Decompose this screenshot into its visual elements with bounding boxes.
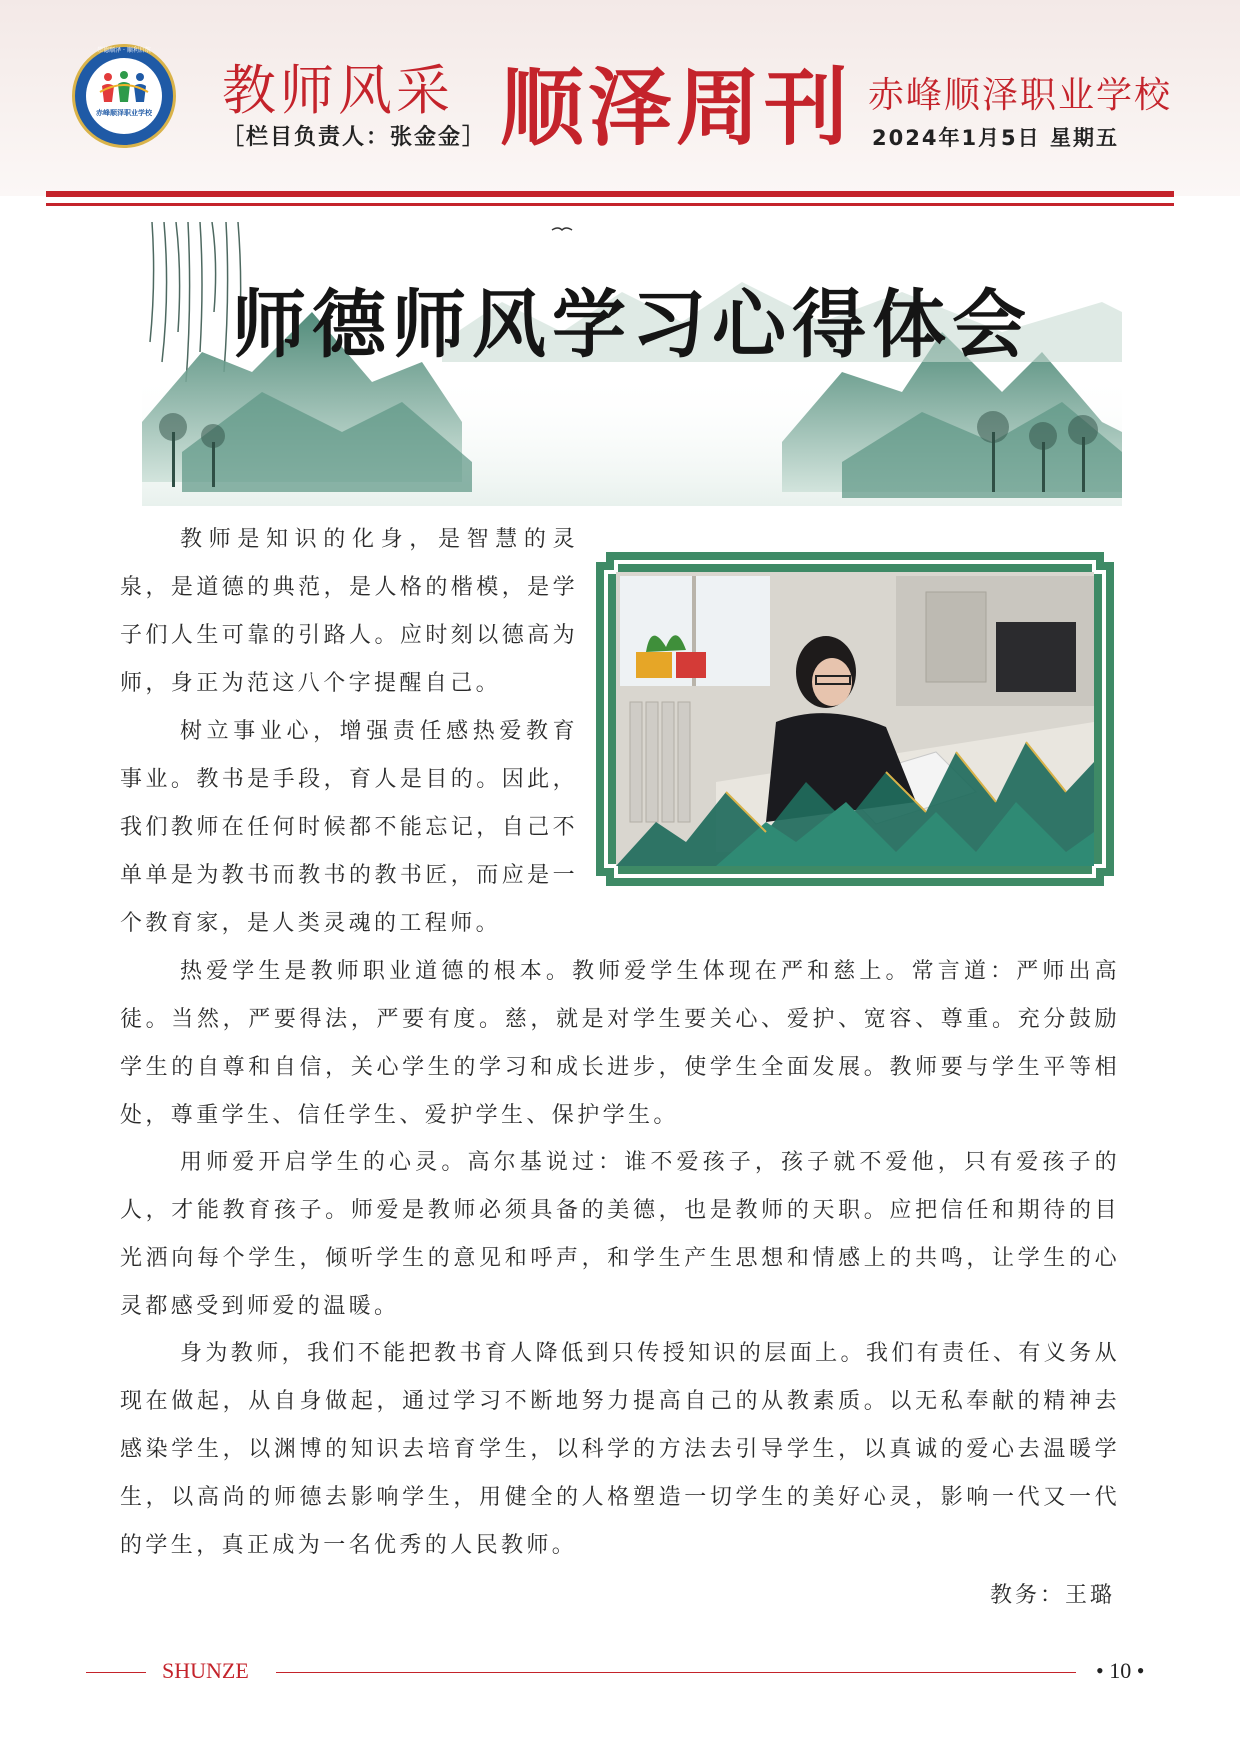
footer-rule-left (86, 1672, 146, 1673)
logo-school-name: 赤峰顺泽职业学校 (96, 110, 152, 117)
page-header (0, 0, 1240, 196)
footer-brand: SHUNZE (162, 1658, 249, 1683)
school-logo (72, 44, 176, 148)
magazine-title: 顺泽周刊 (500, 59, 853, 157)
column-editor: ［栏目负责人：张金金］ (222, 125, 487, 150)
teacher-photo-frame (596, 552, 1114, 886)
page-number: • 10 • (1096, 1658, 1145, 1683)
article-paragraph-1: 教师是知识的化身，是智慧的灵泉，是道德的典范，是人格的楷模，是学子们人生可靠的引路人。应时刻以德高为师，身正为范这八个字提醒自己。 (120, 527, 578, 696)
logo-motto: 崇德顺泽 · 顺利启航 (97, 47, 151, 54)
people-emblem-icon (98, 70, 150, 106)
issue-date: 2024年1月5日 星期五 (872, 126, 1119, 150)
school-name: 赤峰顺泽职业学校 (868, 75, 1173, 116)
header-rule-thin (46, 203, 1174, 206)
article-paragraph-4: 用师爱开启学生的心灵。高尔基说过：谁不爱孩子，孩子就不爱他，只有爱孩子的人，才能教育孩子。师爱是教师必须具备的美德，也是教师的天职。应把信任和期待的目光洒向每个学生，倾听学生的意见和呼声，和学生产生思想和情感上的共鸣，让学生的心灵都感受到师爱的温暖。 (120, 1150, 1120, 1319)
column-name: 教师风采 (222, 59, 454, 122)
article-author: 教务：王璐 (990, 1583, 1116, 1608)
article-paragraph-3: 热爱学生是教师职业道德的根本。教师爱学生体现在严和慈上。常言道：严师出高徒。当然，严要得法，严要有度。慈，就是对学生要关心、爱护、宽容、尊重。充分鼓励学生的自尊和自信，关心学生的学习和成长进步，使学生全面发展。教师要与学生平等相处，尊重学生、信任学生、爱护学生、保护学生。 (120, 959, 1120, 1128)
footer-rule-right (276, 1672, 1076, 1673)
ink-landscape-banner (142, 222, 1122, 506)
banner-title: 师德师风学习心得体会 (232, 282, 1032, 368)
article-paragraph-5: 身为教师，我们不能把教书育人降低到只传授知识的层面上。我们有责任、有义务从现在做起，从自身做起，通过学习不断地努力提高自己的从教素质。以无私奉献的精神去感染学生，以渊博的知识去培育学生，以科学的方法去引导学生，以真诚的爱心去温暖学生，以高尚的师德去影响学生，用健全的人格塑造一切学生的美好心灵，影响一代又一代的学生，真正成为一名优秀的人民教师。 (120, 1341, 1120, 1558)
teacher-photo (596, 552, 1114, 886)
header-rule-thick (46, 191, 1174, 197)
article-paragraph-2: 树立事业心，增强责任感热爱教育事业。教书是手段，育人是目的。因此，我们教师在任何时候都不能忘记，自己不单单是为教书而教书的教书匠，而应是一个教育家，是人类灵魂的工程师。 (120, 719, 578, 936)
